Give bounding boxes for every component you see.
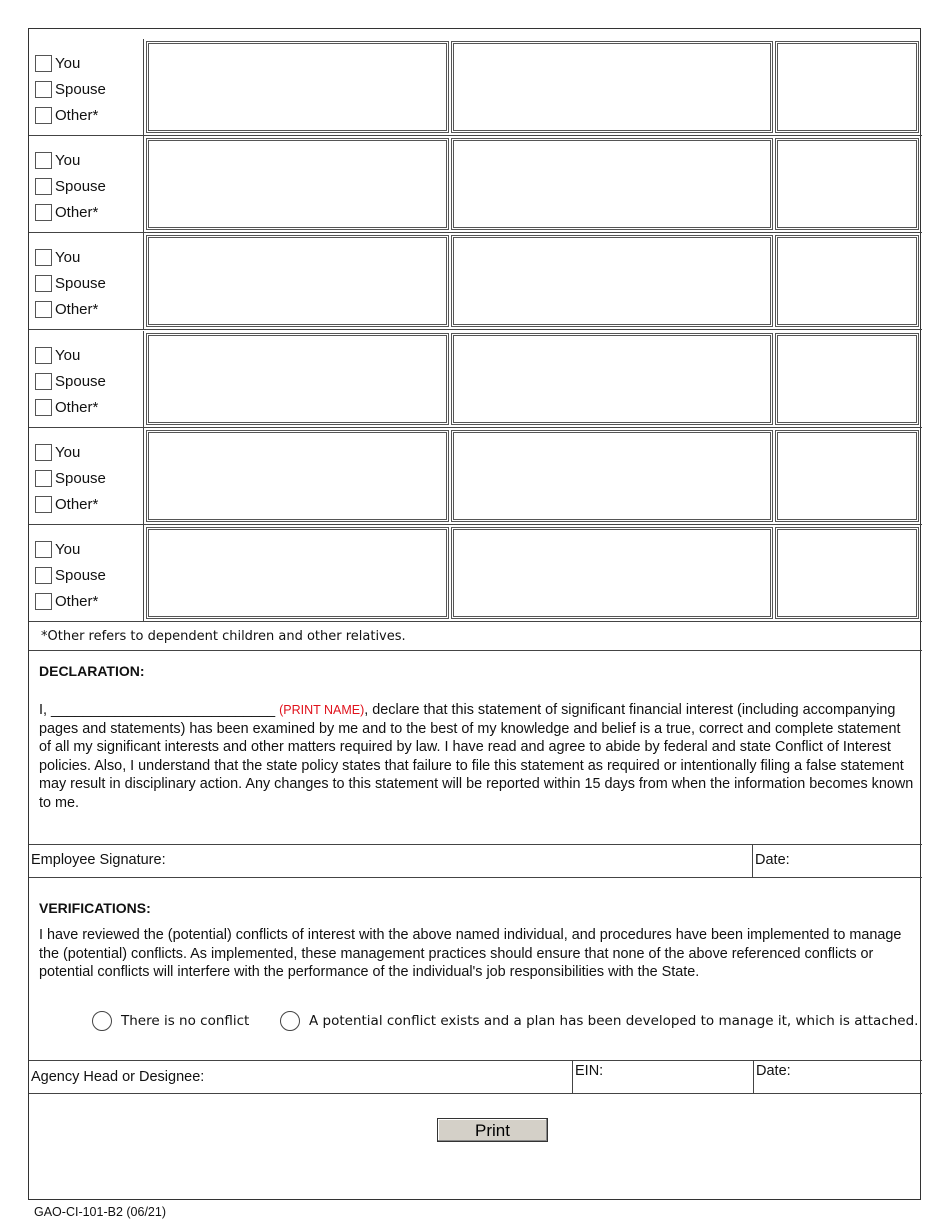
option-other[interactable] xyxy=(29,102,143,128)
relationship-checkboxes xyxy=(29,39,144,135)
label-spouse: Spouse xyxy=(55,80,106,98)
label-you: You xyxy=(55,54,81,72)
declaration-body: , declare that this statement of significant financial interest (including accompanying pages and statements) has been examined by me and to the best of my knowledge and belief is a true, correct and complete statement of all my significant interests and other matters required by law. I have read and agree to abide by federal and state Conflict of Interest policies. Also, I understand that the state policy states that failure to file this statement as required or intentionally filing a false statement may result in disciplinary action. Any changes to this statement will be reported within 15 days from when the information becomes known to me. xyxy=(39,702,914,811)
checkbox-you[interactable] xyxy=(35,444,52,461)
checkbox-you[interactable] xyxy=(35,55,52,72)
relationship-checkboxes xyxy=(29,331,144,427)
label-other: Other* xyxy=(55,300,99,318)
entry-field-a[interactable] xyxy=(146,138,449,230)
checkbox-spouse[interactable] xyxy=(35,567,52,584)
label-spouse: Spouse xyxy=(55,274,106,292)
option-you[interactable] xyxy=(29,536,143,562)
entry-field-a[interactable] xyxy=(146,41,449,133)
relationship-checkboxes xyxy=(29,428,144,524)
entry-field-c[interactable] xyxy=(775,235,919,327)
entry-field-a[interactable] xyxy=(146,527,449,619)
checkbox-spouse[interactable] xyxy=(35,275,52,292)
relationship-checkboxes xyxy=(29,525,144,621)
label-spouse: Spouse xyxy=(55,469,106,487)
option-spouse[interactable] xyxy=(29,562,143,588)
verifications-text: I have reviewed the (potential) conflicts of interest with the above named individual, and procedures have been implemented to manage the (potential) conflicts. As implemented, these management practices should ensure that none of the above referenced conflicts or potential conflicts will interfere with the performance of the individual's job responsibilities with the State. xyxy=(39,927,902,981)
option-you[interactable] xyxy=(29,244,143,270)
radio-no-conflict[interactable] xyxy=(92,1011,249,1031)
checkbox-you[interactable] xyxy=(35,249,52,266)
agency-date-label: Date: xyxy=(756,1063,791,1079)
print-name-blank[interactable]: ____________________________ xyxy=(51,702,276,718)
entry-field-b[interactable] xyxy=(451,527,773,619)
signature-date-field[interactable] xyxy=(752,845,922,877)
entry-field-b[interactable] xyxy=(451,41,773,133)
checkbox-other[interactable] xyxy=(35,399,52,416)
disclosure-row-2 xyxy=(29,136,922,233)
option-spouse[interactable] xyxy=(29,270,143,296)
agency-row xyxy=(29,1060,922,1094)
checkbox-you[interactable] xyxy=(35,152,52,169)
disclosure-row-1 xyxy=(29,39,922,136)
checkbox-you[interactable] xyxy=(35,347,52,364)
option-other[interactable] xyxy=(29,296,143,322)
radio-button[interactable] xyxy=(280,1011,300,1031)
disclosure-row-4 xyxy=(29,331,922,428)
label-you: You xyxy=(55,346,81,364)
checkbox-other[interactable] xyxy=(35,496,52,513)
checkbox-other[interactable] xyxy=(35,301,52,318)
label-you: You xyxy=(55,540,81,558)
print-name-label: (PRINT NAME) xyxy=(279,703,365,717)
option-other[interactable] xyxy=(29,394,143,420)
entry-field-a[interactable] xyxy=(146,235,449,327)
radio-button[interactable] xyxy=(92,1011,112,1031)
relationship-checkboxes xyxy=(29,136,144,232)
option-you[interactable] xyxy=(29,342,143,368)
radio-no-conflict-label: There is no conflict xyxy=(121,1013,250,1029)
declaration-text xyxy=(39,701,914,813)
option-other[interactable] xyxy=(29,588,143,614)
employee-signature-label: Employee Signature: xyxy=(31,852,166,868)
checkbox-other[interactable] xyxy=(35,204,52,221)
entry-field-b[interactable] xyxy=(451,333,773,425)
signature-date-label: Date: xyxy=(755,852,790,868)
label-spouse: Spouse xyxy=(55,177,106,195)
employee-signature-row xyxy=(29,844,922,878)
footnote-other: *Other refers to dependent children and other relatives. xyxy=(29,623,922,651)
declaration-title: DECLARATION: xyxy=(39,663,145,679)
disclosure-row-6 xyxy=(29,525,922,622)
entry-field-b[interactable] xyxy=(451,138,773,230)
disclosure-row-3 xyxy=(29,233,922,330)
checkbox-other[interactable] xyxy=(35,107,52,124)
entry-field-c[interactable] xyxy=(775,138,919,230)
checkbox-you[interactable] xyxy=(35,541,52,558)
label-you: You xyxy=(55,151,81,169)
label-other: Other* xyxy=(55,495,99,513)
label-other: Other* xyxy=(55,592,99,610)
label-you: You xyxy=(55,248,81,266)
entry-field-c[interactable] xyxy=(775,333,919,425)
checkbox-spouse[interactable] xyxy=(35,373,52,390)
option-other[interactable] xyxy=(29,491,143,517)
entry-field-c[interactable] xyxy=(775,41,919,133)
entry-field-c[interactable] xyxy=(775,527,919,619)
entry-field-b[interactable] xyxy=(451,235,773,327)
option-spouse[interactable] xyxy=(29,173,143,199)
ein-label: EIN: xyxy=(575,1063,604,1079)
print-button[interactable]: Print xyxy=(437,1118,548,1142)
option-spouse[interactable] xyxy=(29,76,143,102)
label-other: Other* xyxy=(55,106,99,124)
label-you: You xyxy=(55,443,81,461)
option-other[interactable] xyxy=(29,199,143,225)
label-spouse: Spouse xyxy=(55,566,106,584)
checkbox-other[interactable] xyxy=(35,593,52,610)
label-spouse: Spouse xyxy=(55,372,106,390)
verifications-title: VERIFICATIONS: xyxy=(39,900,151,916)
radio-conflict-plan[interactable] xyxy=(280,1011,918,1031)
declaration-prefix: I, xyxy=(39,702,51,718)
label-other: Other* xyxy=(55,398,99,416)
option-you[interactable] xyxy=(29,439,143,465)
ein-field[interactable] xyxy=(572,1061,753,1093)
checkbox-spouse[interactable] xyxy=(35,470,52,487)
entry-field-a[interactable] xyxy=(146,333,449,425)
checkbox-spouse[interactable] xyxy=(35,81,52,98)
agency-date-field[interactable] xyxy=(753,1061,922,1093)
agency-head-label: Agency Head or Designee: xyxy=(31,1069,205,1085)
entry-field-b[interactable] xyxy=(451,430,773,522)
option-spouse[interactable] xyxy=(29,465,143,491)
label-other: Other* xyxy=(55,203,99,221)
disclosure-row-5 xyxy=(29,428,922,525)
form-code: GAO-CI-101-B2 (06/21) xyxy=(34,1205,166,1219)
entry-field-a[interactable] xyxy=(146,430,449,522)
option-spouse[interactable] xyxy=(29,368,143,394)
radio-conflict-plan-label: A potential conflict exists and a plan has been developed to manage it, which is attached. xyxy=(309,1013,919,1029)
option-you[interactable] xyxy=(29,50,143,76)
entry-field-c[interactable] xyxy=(775,430,919,522)
checkbox-spouse[interactable] xyxy=(35,178,52,195)
option-you[interactable] xyxy=(29,147,143,173)
relationship-checkboxes xyxy=(29,233,144,329)
